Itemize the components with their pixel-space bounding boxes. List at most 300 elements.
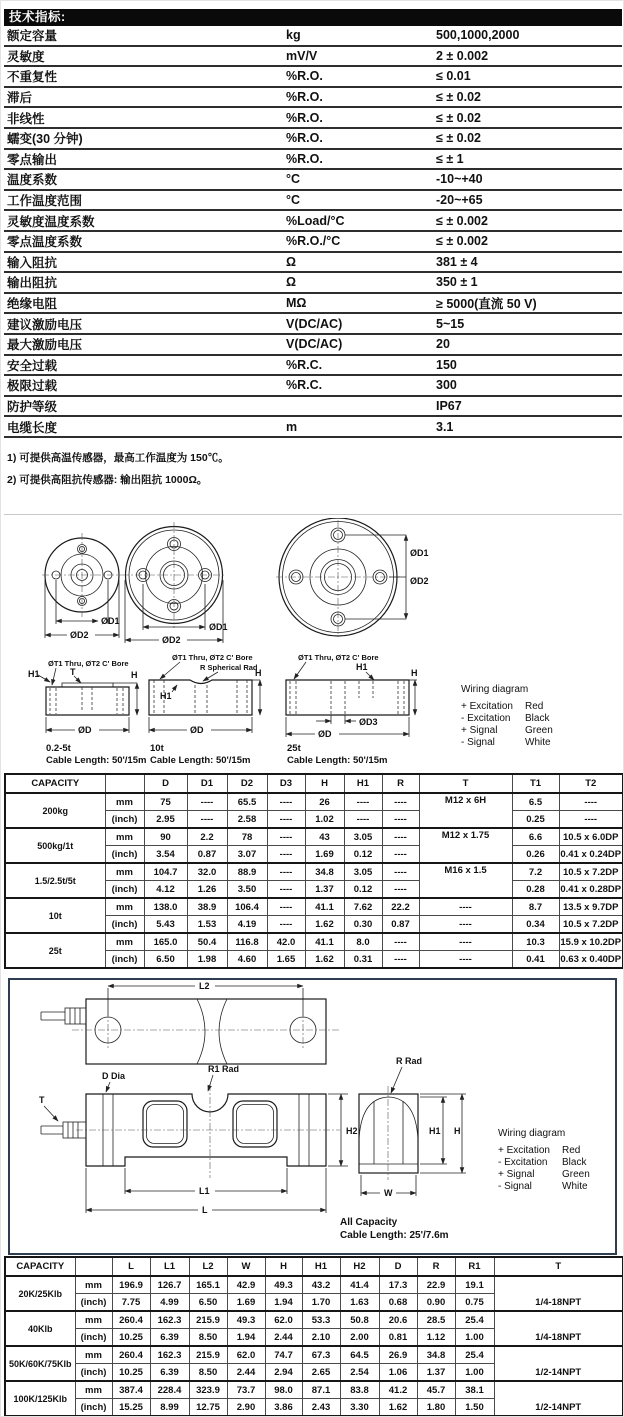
wiring-color: Green bbox=[525, 725, 553, 736]
capacity-cell: 50K/60K/75Klb bbox=[5, 1346, 75, 1381]
dim-l2 bbox=[108, 980, 303, 1016]
unit-cell: (inch) bbox=[105, 846, 144, 864]
dim-row-mm bbox=[5, 1276, 623, 1294]
wiring-row bbox=[498, 1145, 590, 1157]
dim-cell: 165.0 bbox=[144, 933, 187, 951]
spec-value: 381 ± 4 bbox=[433, 252, 622, 273]
wiring-color: Black bbox=[525, 713, 550, 724]
spec-value: ≤ ± 0.002 bbox=[433, 231, 622, 252]
spec-unit: %R.C. bbox=[283, 355, 433, 376]
svg-text:R1 Rad: R1 Rad bbox=[208, 1064, 240, 1074]
dim-cell: 1.63 bbox=[340, 1294, 379, 1312]
svg-text:ØT1 Thru, ØT2 C' Bore: ØT1 Thru, ØT2 C' Bore bbox=[48, 659, 129, 668]
dim-cell: 2.10 bbox=[302, 1329, 340, 1347]
dim-cell: 0.28 bbox=[512, 881, 559, 899]
spec-row bbox=[4, 355, 622, 376]
spec-row bbox=[4, 87, 622, 108]
dim-cell: 2.44 bbox=[265, 1329, 302, 1347]
spec-row bbox=[4, 128, 622, 149]
dim-cell: 45.7 bbox=[417, 1381, 455, 1399]
dim-cell: 196.9 bbox=[112, 1276, 150, 1294]
dim-cell: 25.4 bbox=[455, 1311, 494, 1329]
dim-cell: 6.39 bbox=[150, 1364, 189, 1382]
flange-side-annotations-large bbox=[294, 653, 418, 715]
dim-cell: 1.94 bbox=[265, 1294, 302, 1312]
spec-unit: kg bbox=[283, 26, 433, 46]
svg-text:H1: H1 bbox=[160, 691, 172, 701]
svg-text:T: T bbox=[70, 667, 76, 677]
dim-cell: 1.80 bbox=[417, 1399, 455, 1417]
dim-cell: 41.1 bbox=[305, 898, 344, 916]
column-header: L bbox=[112, 1257, 150, 1276]
dim-cell: 17.3 bbox=[379, 1276, 417, 1294]
dim-cell: 6.5 bbox=[512, 793, 559, 811]
unit-cell: mm bbox=[105, 933, 144, 951]
spec-label: 建议激励电压 bbox=[4, 313, 283, 334]
beam-side-view bbox=[41, 1084, 340, 1178]
column-header: T1 bbox=[512, 774, 559, 793]
dim-cell: 38.9 bbox=[187, 898, 227, 916]
flange-top-view-large bbox=[276, 518, 400, 636]
dim-cell: 5.43 bbox=[144, 916, 187, 934]
svg-text:L: L bbox=[202, 1205, 208, 1215]
dim-cell: 0.41 bbox=[512, 951, 559, 969]
wiring-color: White bbox=[562, 1181, 588, 1192]
spec-row bbox=[4, 66, 622, 87]
dim-cell: 12.75 bbox=[189, 1399, 227, 1417]
dim-row-mm bbox=[5, 863, 623, 881]
dim-row-mm bbox=[5, 1311, 623, 1329]
dim-cell: 8.99 bbox=[150, 1399, 189, 1417]
dim-cell: 1.00 bbox=[455, 1364, 494, 1382]
dim-cell: 3.05 bbox=[344, 863, 382, 881]
dim-cell: ---- bbox=[267, 863, 305, 881]
dim-cell: 2.43 bbox=[302, 1399, 340, 1417]
svg-text:ØD1: ØD1 bbox=[209, 622, 228, 632]
dim-cell: 62.0 bbox=[227, 1346, 265, 1364]
dim-cell: 41.1 bbox=[305, 933, 344, 951]
flange-top-view-small bbox=[42, 533, 122, 617]
wiring-terminal: - Signal bbox=[461, 737, 495, 748]
dim-cell: 2.94 bbox=[265, 1364, 302, 1382]
dim-cell: 3.07 bbox=[227, 846, 267, 864]
wiring-color: Red bbox=[562, 1145, 581, 1156]
wiring-terminal: - Excitation bbox=[498, 1157, 548, 1168]
spec-label: 零点温度系数 bbox=[4, 231, 283, 252]
svg-text:H1: H1 bbox=[356, 662, 368, 672]
dim-cell: 138.0 bbox=[144, 898, 187, 916]
dim-cell: 2.90 bbox=[227, 1399, 265, 1417]
dim-cell: 87.1 bbox=[302, 1381, 340, 1399]
dim-cell: 7.62 bbox=[344, 898, 382, 916]
column-header: L2 bbox=[189, 1257, 227, 1276]
spec-label: 电缆长度 bbox=[4, 416, 283, 437]
dim-cell: 228.4 bbox=[150, 1381, 189, 1399]
dim-cell: ---- bbox=[267, 811, 305, 829]
dim-cell: 104.7 bbox=[144, 863, 187, 881]
capacity-cell: 10t bbox=[5, 898, 105, 933]
drawing-caption-large bbox=[287, 743, 387, 767]
dim-cell: 10.5 x 7.2DP bbox=[559, 916, 623, 934]
dim-cell: 1.62 bbox=[379, 1399, 417, 1417]
column-header: CAPACITY bbox=[5, 1257, 75, 1276]
dim-cell: 0.81 bbox=[379, 1329, 417, 1347]
spec-value: ≤ ± 1 bbox=[433, 149, 622, 170]
dim-cell: ---- bbox=[267, 898, 305, 916]
dim-cell: 34.8 bbox=[305, 863, 344, 881]
column-header: T2 bbox=[559, 774, 623, 793]
dim-cell: 1.62 bbox=[305, 916, 344, 934]
dim-cell: ---- bbox=[382, 933, 419, 951]
wiring-terminal: - Signal bbox=[498, 1181, 532, 1192]
dim-cell: 41.2 bbox=[379, 1381, 417, 1399]
dim-l1 bbox=[125, 1168, 287, 1196]
wiring-row bbox=[461, 701, 553, 713]
column-header: H bbox=[305, 774, 344, 793]
thread-cell: 1/2-14NPT bbox=[494, 1346, 623, 1381]
dim-cell: 0.75 bbox=[455, 1294, 494, 1312]
spec-value: -10~+40 bbox=[433, 169, 622, 190]
spec-label: 输出阻抗 bbox=[4, 272, 283, 293]
spec-value: 20 bbox=[433, 334, 622, 355]
end-view-annotations bbox=[391, 1056, 466, 1173]
column-header: H1 bbox=[302, 1257, 340, 1276]
thread-cell: 1/2-14NPT bbox=[494, 1381, 623, 1416]
dim-cell: 0.90 bbox=[417, 1294, 455, 1312]
wiring-color: Red bbox=[525, 701, 544, 712]
dim-cell: 4.19 bbox=[227, 916, 267, 934]
caption-cable: Cable Length: 50'/15m bbox=[150, 755, 251, 766]
dim-cell: 260.4 bbox=[112, 1346, 150, 1364]
wiring-row bbox=[461, 725, 553, 737]
dim-cell: 1.70 bbox=[302, 1294, 340, 1312]
dim-cell: ---- bbox=[559, 811, 623, 829]
spec-unit: %R.O. bbox=[283, 66, 433, 87]
dim-cell: 2.95 bbox=[144, 811, 187, 829]
dim-cell: 26.9 bbox=[379, 1346, 417, 1364]
unit-cell: mm bbox=[105, 828, 144, 846]
beam-top-view bbox=[41, 999, 340, 1064]
spec-value: ≤ 0.01 bbox=[433, 66, 622, 87]
wiring-terminal: + Signal bbox=[461, 725, 498, 736]
dim-cell: 1.00 bbox=[455, 1329, 494, 1347]
all-capacity-caption bbox=[340, 1216, 449, 1242]
spec-unit: MΩ bbox=[283, 293, 433, 314]
dim-cell: ---- bbox=[267, 828, 305, 846]
spec-unit: Ω bbox=[283, 252, 433, 273]
dim-cell: 13.5 x 9.7DP bbox=[559, 898, 623, 916]
capacity-cell: 500kg/1t bbox=[5, 828, 105, 863]
capacity-cell: 20K/25Klb bbox=[5, 1276, 75, 1311]
dim-cell: 0.63 x 0.40DP bbox=[559, 951, 623, 969]
unit-cell: mm bbox=[75, 1381, 112, 1399]
wiring-row bbox=[498, 1181, 590, 1193]
spec-label: 极限过载 bbox=[4, 375, 283, 396]
dim-cell: 73.7 bbox=[227, 1381, 265, 1399]
svg-text:ØD1: ØD1 bbox=[101, 616, 120, 626]
svg-text:ØD2: ØD2 bbox=[70, 630, 89, 640]
spec-row bbox=[4, 210, 622, 231]
dim-cell: 34.8 bbox=[417, 1346, 455, 1364]
unit-cell: (inch) bbox=[75, 1399, 112, 1417]
dim-w bbox=[361, 1175, 416, 1198]
spec-label: 绝缘电阻 bbox=[4, 293, 283, 314]
wiring-terminal: + Signal bbox=[498, 1169, 535, 1180]
spec-label: 安全过载 bbox=[4, 355, 283, 376]
dim-cell: 62.0 bbox=[265, 1311, 302, 1329]
beam-loadcell-drawing bbox=[10, 980, 614, 1252]
dim-cell: 1.06 bbox=[379, 1364, 417, 1382]
dim-cell: 3.30 bbox=[340, 1399, 379, 1417]
svg-text:ØD3: ØD3 bbox=[359, 717, 378, 727]
dim-cell: 0.31 bbox=[344, 951, 382, 969]
spec-row bbox=[4, 149, 622, 170]
wiring-terminal: + Excitation bbox=[498, 1145, 550, 1156]
wiring-row bbox=[498, 1157, 590, 1169]
spec-row bbox=[4, 334, 622, 355]
spec-table-body bbox=[4, 26, 622, 437]
wiring-terminal: + Excitation bbox=[461, 701, 513, 712]
dim-cell: ---- bbox=[344, 793, 382, 811]
dim-cell: 6.39 bbox=[150, 1329, 189, 1347]
unit-cell: (inch) bbox=[105, 916, 144, 934]
dim-cell: 78 bbox=[227, 828, 267, 846]
column-header: L1 bbox=[150, 1257, 189, 1276]
spec-label: 灵敏度 bbox=[4, 46, 283, 67]
svg-text:ØD: ØD bbox=[78, 725, 92, 735]
dim-cell: 6.6 bbox=[512, 828, 559, 846]
dim-cell: ---- bbox=[344, 811, 382, 829]
dim-cell: 0.68 bbox=[379, 1294, 417, 1312]
svg-text:L1: L1 bbox=[199, 1186, 210, 1196]
column-header: D1 bbox=[187, 774, 227, 793]
dim-cell: 74.7 bbox=[265, 1346, 302, 1364]
footnote-2: 2) 可提供高阻抗传感器: 输出阻抗 1000Ω。 bbox=[7, 474, 208, 486]
svg-text:L2: L2 bbox=[199, 981, 210, 991]
dim-cell: 49.3 bbox=[265, 1276, 302, 1294]
dim-cell: 1.02 bbox=[305, 811, 344, 829]
section-divider bbox=[4, 514, 622, 515]
wiring-row bbox=[498, 1169, 590, 1181]
svg-text:H: H bbox=[131, 670, 138, 680]
spec-row bbox=[4, 26, 622, 46]
column-header: R1 bbox=[455, 1257, 494, 1276]
dim-row-mm bbox=[5, 933, 623, 951]
spec-row bbox=[4, 252, 622, 273]
thread-cell: 1/4-18NPT bbox=[494, 1276, 623, 1311]
dim-cell: 2.00 bbox=[340, 1329, 379, 1347]
spec-value: ≤ ± 0.02 bbox=[433, 128, 622, 149]
dim-cell: ---- bbox=[267, 881, 305, 899]
wiring-color: Black bbox=[562, 1157, 587, 1168]
wiring-diagram-beam bbox=[498, 1128, 590, 1193]
unit-cell: mm bbox=[105, 793, 144, 811]
dim-cell: 2.44 bbox=[227, 1364, 265, 1382]
dim-cell: 98.0 bbox=[265, 1381, 302, 1399]
spec-value: 350 ± 1 bbox=[433, 272, 622, 293]
dim-cell: 215.9 bbox=[189, 1311, 227, 1329]
flange-side-annotations-medium bbox=[160, 653, 262, 715]
dim-cell: 53.3 bbox=[302, 1311, 340, 1329]
spec-label: 灵敏度温度系数 bbox=[4, 210, 283, 231]
column-header: H bbox=[265, 1257, 302, 1276]
dim-cell: ---- bbox=[382, 951, 419, 969]
caption-line2: Cable Length: 25'/7.6m bbox=[340, 1230, 449, 1241]
dim-cell: 387.4 bbox=[112, 1381, 150, 1399]
spec-label: 温度系数 bbox=[4, 169, 283, 190]
spec-value: ≤ ± 0.002 bbox=[433, 210, 622, 231]
spec-table bbox=[4, 26, 622, 438]
dim-cell: 162.3 bbox=[150, 1311, 189, 1329]
svg-text:ØD: ØD bbox=[190, 725, 204, 735]
dim-cell: 1.37 bbox=[305, 881, 344, 899]
dim-cell: 28.5 bbox=[417, 1311, 455, 1329]
dim-row-mm bbox=[5, 828, 623, 846]
dim-cell: ---- bbox=[187, 811, 227, 829]
dim-cell: ---- bbox=[559, 793, 623, 811]
spec-value: ≥ 5000(直流 50 V) bbox=[433, 293, 622, 314]
dim-cell: 10.5 x 6.0DP bbox=[559, 828, 623, 846]
dim-cell: 1.94 bbox=[227, 1329, 265, 1347]
dim-cell: 10.3 bbox=[512, 933, 559, 951]
header-row bbox=[5, 774, 623, 793]
dim-cell: 0.41 x 0.24DP bbox=[559, 846, 623, 864]
dim-cell: 1.69 bbox=[227, 1294, 265, 1312]
capacity-cell: 100K/125Klb bbox=[5, 1381, 75, 1416]
dim-cell: 0.87 bbox=[187, 846, 227, 864]
drawing-caption-small bbox=[46, 743, 146, 767]
dim-cell: 15.9 x 10.2DP bbox=[559, 933, 623, 951]
wiring-row bbox=[461, 713, 553, 725]
svg-text:H1: H1 bbox=[429, 1126, 441, 1136]
spec-row bbox=[4, 272, 622, 293]
column-header: D bbox=[144, 774, 187, 793]
spec-unit: %R.O. bbox=[283, 107, 433, 128]
column-header: D3 bbox=[267, 774, 305, 793]
dim-cell: 116.8 bbox=[227, 933, 267, 951]
dim-cell: 106.4 bbox=[227, 898, 267, 916]
dim-cell: 49.3 bbox=[227, 1311, 265, 1329]
section-title: 技术指标: bbox=[4, 9, 622, 26]
spec-unit: m bbox=[283, 416, 433, 437]
dim-cell: 10.25 bbox=[112, 1364, 150, 1382]
dim-cell: 126.7 bbox=[150, 1276, 189, 1294]
dim-cell: ---- bbox=[419, 951, 512, 969]
dim-cell: 22.9 bbox=[417, 1276, 455, 1294]
dim-cell: ---- bbox=[382, 811, 419, 829]
spec-label: 输入阻抗 bbox=[4, 252, 283, 273]
capacity-cell: 40Klb bbox=[5, 1311, 75, 1346]
dim-cell: 7.2 bbox=[512, 863, 559, 881]
dim-cell: 3.86 bbox=[265, 1399, 302, 1417]
column-header: CAPACITY bbox=[5, 774, 105, 793]
column-header: H1 bbox=[344, 774, 382, 793]
dim-cell: 1.12 bbox=[417, 1329, 455, 1347]
dim-cell: 10.25 bbox=[112, 1329, 150, 1347]
dim-cell: 4.12 bbox=[144, 881, 187, 899]
footnote-1: 1) 可提供高温传感器，最高工作温度为 150℃。 bbox=[7, 452, 229, 464]
spec-row bbox=[4, 231, 622, 252]
dim-cell: 42.9 bbox=[227, 1276, 265, 1294]
dim-cell: 3.54 bbox=[144, 846, 187, 864]
svg-text:ØD2: ØD2 bbox=[162, 635, 181, 645]
column-header: R bbox=[382, 774, 419, 793]
dim-cell: 0.30 bbox=[344, 916, 382, 934]
dim-cell: 65.5 bbox=[227, 793, 267, 811]
dim-cell: 64.5 bbox=[340, 1346, 379, 1364]
dim-row-mm bbox=[5, 1346, 623, 1364]
column-header: D bbox=[379, 1257, 417, 1276]
wiring-color: White bbox=[525, 737, 551, 748]
dim-cell: 1.53 bbox=[187, 916, 227, 934]
wiring-color: Green bbox=[562, 1169, 590, 1180]
dim-cell: ---- bbox=[267, 793, 305, 811]
dim-cell: ---- bbox=[187, 793, 227, 811]
spec-label: 滞后 bbox=[4, 87, 283, 108]
dim-row-mm bbox=[5, 1381, 623, 1399]
unit-cell: (inch) bbox=[105, 951, 144, 969]
dim-cell: 43.2 bbox=[302, 1276, 340, 1294]
dim-cell: 4.60 bbox=[227, 951, 267, 969]
dim-cell: 90 bbox=[144, 828, 187, 846]
dim-cell: 20.6 bbox=[379, 1311, 417, 1329]
thread-cell: M12 x 6H bbox=[419, 793, 512, 828]
dim-cell: 165.1 bbox=[189, 1276, 227, 1294]
capacity-cell: 25t bbox=[5, 933, 105, 968]
thread-cell: M12 x 1.75 bbox=[419, 828, 512, 863]
dim-cell: 2.58 bbox=[227, 811, 267, 829]
spec-unit: %R.O. bbox=[283, 149, 433, 170]
svg-text:ØD: ØD bbox=[318, 729, 332, 739]
dim-cell: 1.37 bbox=[417, 1364, 455, 1382]
dim-cell: 0.87 bbox=[382, 916, 419, 934]
unit-cell: mm bbox=[75, 1276, 112, 1294]
dim-cell: 22.2 bbox=[382, 898, 419, 916]
svg-text:T: T bbox=[39, 1095, 45, 1105]
spec-value: ≤ ± 0.02 bbox=[433, 107, 622, 128]
spec-value: 150 bbox=[433, 355, 622, 376]
wiring-title: Wiring diagram bbox=[461, 684, 529, 695]
spec-value: 5~15 bbox=[433, 313, 622, 334]
spec-row bbox=[4, 107, 622, 128]
svg-text:ØD2: ØD2 bbox=[410, 576, 429, 586]
dim-cell: 8.50 bbox=[189, 1329, 227, 1347]
spec-label: 蠕变(30 分钟) bbox=[4, 128, 283, 149]
svg-text:ØT1 Thru, ØT2 C' Bore: ØT1 Thru, ØT2 C' Bore bbox=[298, 653, 379, 662]
unit-cell: mm bbox=[75, 1311, 112, 1329]
dim-cell: 1.98 bbox=[187, 951, 227, 969]
dim-cell: 67.3 bbox=[302, 1346, 340, 1364]
spec-value: ≤ ± 0.02 bbox=[433, 87, 622, 108]
footnotes bbox=[7, 447, 229, 491]
dim-cell: 1.26 bbox=[187, 881, 227, 899]
unit-cell: (inch) bbox=[105, 811, 144, 829]
flange-top-view-medium bbox=[122, 522, 226, 628]
dim-cell: ---- bbox=[382, 793, 419, 811]
dim-cell: 38.1 bbox=[455, 1381, 494, 1399]
spec-unit: %Load/°C bbox=[283, 210, 433, 231]
dim-cell: 1.65 bbox=[267, 951, 305, 969]
dim-cell: ---- bbox=[267, 846, 305, 864]
caption-size: 10t bbox=[150, 743, 164, 754]
dim-cell: 7.75 bbox=[112, 1294, 150, 1312]
dim-cell: 260.4 bbox=[112, 1311, 150, 1329]
svg-text:H1: H1 bbox=[28, 669, 40, 679]
dim-cell: 19.1 bbox=[455, 1276, 494, 1294]
dim-cell: ---- bbox=[419, 933, 512, 951]
dim-d-medium bbox=[149, 717, 252, 735]
caption-size: 25t bbox=[287, 743, 301, 754]
